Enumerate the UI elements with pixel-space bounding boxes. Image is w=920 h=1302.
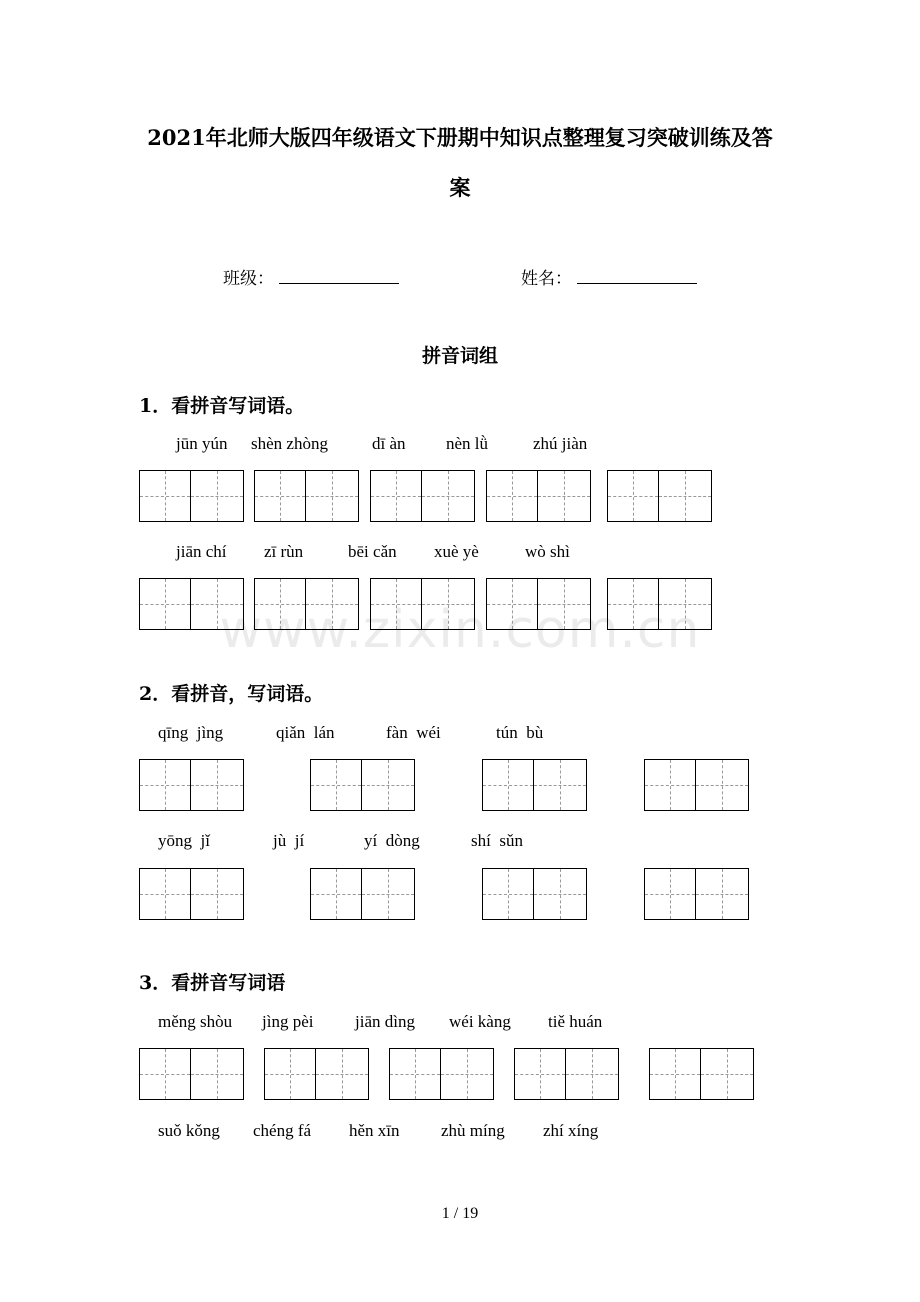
pinyin-label: jù jí [273, 831, 305, 850]
writing-grid[interactable] [139, 470, 244, 522]
pinyin-label: xuè yè [434, 542, 479, 561]
pinyin-label: qiǎn lán [276, 723, 335, 742]
writing-grid[interactable] [370, 578, 475, 630]
writing-grid[interactable] [139, 868, 244, 920]
pinyin-label: qīng jìng [158, 723, 224, 742]
name-field-line [577, 283, 697, 284]
pinyin-label: yí dòng [364, 831, 420, 850]
writing-grid[interactable] [139, 578, 244, 630]
writing-grid[interactable] [139, 759, 244, 811]
pinyin-label: wò shì [525, 542, 570, 561]
pinyin-label: zhù míng [441, 1121, 505, 1140]
pinyin-label: suǒ kǒng [158, 1121, 220, 1140]
pinyin-label: hěn xīn [349, 1121, 400, 1140]
class-field-line [279, 283, 399, 284]
class-label: 班级： [223, 269, 274, 289]
pinyin-label: zī rùn [264, 542, 304, 561]
writing-grid[interactable] [486, 578, 591, 630]
pinyin-label: tún bù [496, 723, 544, 742]
writing-grid[interactable] [607, 578, 712, 630]
question-3-heading: 3．看拼音写词语 [139, 972, 286, 994]
writing-grid[interactable] [486, 470, 591, 522]
pinyin-label: jìng pèi [262, 1012, 314, 1031]
writing-grid[interactable] [644, 759, 749, 811]
pinyin-label: zhí xíng [543, 1121, 599, 1140]
writing-grid[interactable] [370, 470, 475, 522]
pinyin-label: shí sǔn [471, 831, 523, 850]
writing-grid[interactable] [482, 759, 587, 811]
writing-grid[interactable] [139, 1048, 244, 1100]
writing-grid[interactable] [389, 1048, 494, 1100]
writing-grid[interactable] [254, 470, 359, 522]
pinyin-label: shèn zhòng [251, 434, 328, 453]
pinyin-label: zhú jiàn [533, 434, 588, 453]
question-2-heading: 2．看拼音，写词语。 [139, 683, 324, 705]
writing-grid[interactable] [607, 470, 712, 522]
pinyin-label: dī àn [372, 434, 406, 453]
pinyin-label: wéi kàng [449, 1012, 511, 1031]
watermark: www.zixin.com.cn [219, 600, 701, 660]
document-title-line1: 2021年北师大版四年级语文下册期中知识点整理复习突破训练及答 [147, 125, 773, 150]
writing-grid[interactable] [649, 1048, 754, 1100]
writing-grid[interactable] [310, 759, 415, 811]
pinyin-label: jiān chí [176, 542, 227, 561]
document-title-line2: 案 [449, 175, 471, 200]
pinyin-label: nèn lǜ [446, 434, 489, 453]
pinyin-label: tiě huán [548, 1012, 603, 1031]
pinyin-label: chéng fá [253, 1121, 312, 1140]
section-title: 拼音词组 [421, 345, 498, 367]
writing-grid[interactable] [514, 1048, 619, 1100]
writing-grid[interactable] [482, 868, 587, 920]
name-label: 姓名： [521, 269, 572, 289]
pinyin-label: jūn yún [176, 434, 228, 453]
writing-grid[interactable] [644, 868, 749, 920]
writing-grid[interactable] [254, 578, 359, 630]
question-1-heading: 1．看拼音写词语。 [139, 395, 305, 417]
writing-grid[interactable] [264, 1048, 369, 1100]
page-number: 1 / 19 [441, 1205, 479, 1222]
pinyin-label: fàn wéi [386, 723, 441, 742]
pinyin-label: měng shòu [158, 1012, 233, 1031]
pinyin-label: yōng jǐ [158, 831, 210, 850]
writing-grid[interactable] [310, 868, 415, 920]
pinyin-label: jiān dìng [355, 1012, 415, 1031]
pinyin-label: bēi cǎn [348, 542, 397, 561]
